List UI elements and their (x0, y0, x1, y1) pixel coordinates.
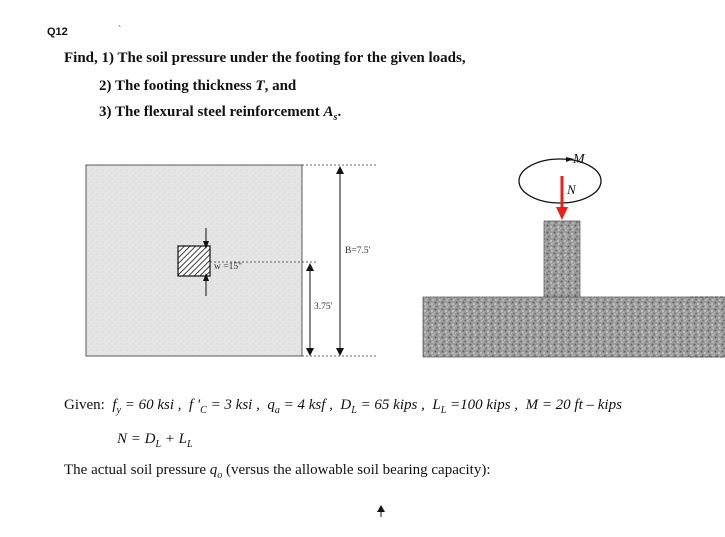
moment-icon (519, 159, 601, 203)
load-equation: $N = D_L + L_L$ (117, 431, 193, 450)
column-section (544, 221, 580, 299)
actual-pressure-text: The actual soil pressure $q_o$ (versus the allowable soil bearing capacity): (64, 462, 491, 481)
width-label: B=7.5' (345, 246, 371, 256)
stray-mark: ` (118, 25, 122, 36)
half-width-label: 3.75' (314, 302, 333, 312)
column-plan (178, 246, 210, 276)
task-line-2: 2) The footing thickness T, and (99, 78, 297, 94)
question-number: Q12 (47, 26, 68, 38)
given-values: Given: $f_y = 60$ ksi , f '$_C = 3$ ksi , $q_a = 4$ ksf , $D_L = 65$ kips , $L_L =100$ kips , M = 20 ft – kips (64, 397, 622, 416)
column-label: w =15" (214, 262, 242, 272)
task-line-3: 3) The flexural steel reinforcement $A_s$. (99, 104, 342, 123)
up-arrow-icon (377, 505, 385, 512)
axial-label: N (567, 182, 576, 197)
task-line-1: Find, 1) The soil pressure under the footing for the given loads, (64, 50, 466, 66)
moment-label: M (573, 152, 585, 167)
footing-section (423, 297, 725, 357)
